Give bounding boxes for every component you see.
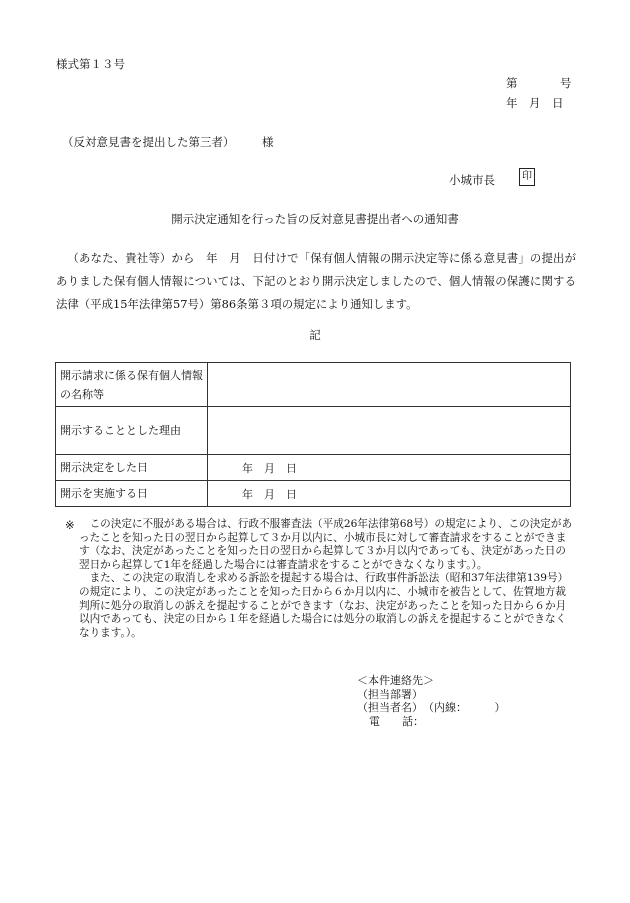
table-row [56,455,571,481]
note-mark: ※ [65,518,75,532]
table-value-cell [208,407,571,455]
table-label-cell: 開示することとした理由 [56,407,208,455]
table-label-cell: 開示請求に係る保有個人情報の名称等 [56,363,208,407]
table-value-cell [208,363,571,407]
seal-stamp: 印 [519,168,535,186]
contact-person: （担当者名） （内線： ） [357,701,506,714]
notes-block [79,518,576,640]
recipient-name: （反対意見書を提出した第三者） [62,135,235,149]
table-value-cell: 年 月 日 [208,455,571,481]
info-table [55,362,571,507]
body-text: （あなた、貴社等）から 年 月 日付けで「保有個人情報の開示決定等に係る意見書」の提出がありました保有個人情報については、下記のとおり開示決定しましたので、個人情報の保護に関する法律（平成15年法律第57号）第86条第３項の規定により通知します。 [56,251,576,311]
contact-block [357,674,506,728]
document-date: 年 月 日 [506,96,564,110]
contact-phone: 電 話： [369,714,424,728]
contact-department: （担当部署） [357,687,423,701]
document-number-label: 第 [506,76,518,90]
ki-heading: 記 [309,328,321,342]
form-number: 様式第１３号 [56,57,125,71]
recipient-honorific: 様 [262,135,274,149]
note-appeal: この決定に不服がある場合は、行政不服審査法（平成26年法律第68号）の規定により、この決定があったことを知った日の翌日から起算して３か月以内に、小城市長に対して審査請求をすることができます（なお、決定があったことを知った日の翌日から起算して３か月以内であっても、決定があった日の翌日から起算して1年を経過した場合には審査請求をすることができなくなります。）。 [79,518,573,571]
table-label-cell: 開示決定をした日 [56,455,208,481]
contact-heading: ＜本件連絡先＞ [357,674,434,687]
table-value-cell: 年 月 日 [208,481,571,507]
table-row [56,407,571,455]
document-number-suffix: 号 [560,76,572,90]
note-lawsuit: また、この決定の取消しを求める訴訟を提起する場合は、行政事件訴訟法（昭和37年法律第139号）の規定により、この決定があったことを知った日から６か月以内に、小城市を被告として、佐賀地方裁判所に処分の取消しの訴えを提起することができます（なお、決定があったことを知った日から６か月以内であっても、決定の日から１年を経過した場合には処分の取消しの訴えを提起することができなくなります。）。 [79,572,569,639]
table-row [56,481,571,507]
table-row [56,363,571,407]
sender-name: 小城市長 [449,173,495,187]
document-title: 開示決定通知を行った旨の反対意見書提出者への通知書 [171,212,459,226]
table-label-cell: 開示を実施する日 [56,481,208,507]
body-paragraph [56,247,576,316]
